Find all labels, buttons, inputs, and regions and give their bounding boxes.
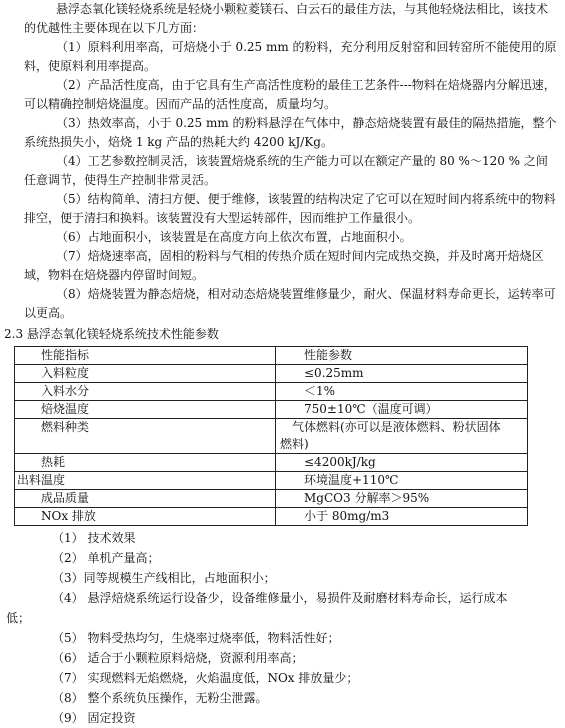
table-cell: 热耗 — [15, 454, 276, 472]
advantage-item-7: （7）焙烧速率高，固相的粉料与气相的传热介质在短时间内完成热交换，并及时离开焙烧区域，物料在焙烧器内停留时间短。 — [24, 249, 544, 282]
effect-item-7: （7） 实现燃料无焰燃烧，火焰温度低，NOx 排放量少； — [52, 671, 359, 685]
table-cell: 入料粒度 — [15, 365, 276, 383]
advantage-item-3: （3）热效率高，小于 0.25 mm 的粉料悬浮在气体中，静态焙烧装置有最佳的隔热措施，整个系统热损失小，焙烧 1 kg 产品的热耗大约 4200 kJ/Kg。 — [24, 116, 557, 149]
table-row — [15, 454, 528, 472]
section-heading: 2.3 悬浮态氧化镁轻烧系统技术性能参数 — [4, 327, 219, 341]
effect-item-8: （8） 整个系统负压操作，无粉尘泄露。 — [52, 691, 268, 705]
table-row — [15, 490, 528, 508]
advantage-item-6: （6）占地面积小，该装置是在高度方向上依次布置，占地面积小。 — [56, 230, 412, 244]
table-cell — [276, 419, 528, 454]
effect-item-1: （1） 技术效果 — [52, 531, 136, 545]
effect-item-2: （2） 单机产量高； — [52, 551, 160, 565]
table-header-cell: 性能参数 — [276, 347, 528, 365]
effect-item-6: （6） 适合于小颗粒原料焙烧，资源利用率高； — [52, 651, 304, 665]
table-cell: ≤0.25mm — [276, 365, 528, 383]
table-cell: 燃料种类 — [15, 419, 276, 454]
table-row — [15, 383, 528, 401]
advantage-item-4: （4）工艺参数控制灵活，该装置焙烧系统的生产能力可以在额定产量的 80 %～120 % 之间任意调节，使得生产控制非常灵活。 — [24, 154, 548, 187]
table-cell-line: 气体燃料(亦可以是液体燃料、粉状固体 — [292, 420, 501, 434]
effect-item-5: （5） 物料受热均匀，生烧率过烧率低，物料活性好； — [52, 631, 340, 645]
table-row — [15, 419, 528, 454]
table-cell: 750±10℃（温度可调） — [276, 401, 528, 419]
table-row — [15, 365, 528, 383]
table-cell-line: 燃料) — [280, 437, 309, 451]
effect-item-9: （9） 固定投资 — [52, 711, 136, 725]
table-cell: NOx 排放 — [15, 508, 276, 526]
table-cell: 出料温度 — [15, 472, 276, 490]
table-row — [15, 508, 528, 526]
table-cell: MgCO3 分解率＞95% — [276, 490, 528, 508]
advantage-item-2: （2）产品活性度高，由于它具有生产高活性度粉的最佳工艺条件---物料在焙烧器内分解迅速，可以精确控制焙烧温度。因而产品的活性度高，质量均匀。 — [24, 78, 556, 111]
table-cell: ＜1% — [276, 383, 528, 401]
effect-item-3: （3）同等规模生产线相比，占地面积小； — [52, 571, 276, 585]
advantage-item-1: （1）原料利用率高，可焙烧小于 0.25 mm 的粉料，充分利用反射窑和回转窑所不能使用的原料，使原料利用率提高。 — [24, 40, 557, 73]
table-cell: 焙烧温度 — [15, 401, 276, 419]
table-cell: 小于 80mg/m3 — [276, 508, 528, 526]
table-row — [15, 401, 528, 419]
intro-paragraph: 悬浮态氧化镁轻烧系统是轻烧小颗粒菱镁石、白云石的最佳方法，与其他轻烧法相比，该技术的优越性主要体现在以下几方面： — [24, 2, 549, 35]
effect-item-4: （4） 悬浮焙烧系统运行设备少，设备维修量小，易损件及耐磨材料寿命长，运行成本 — [52, 591, 508, 605]
advantage-item-5: （5）结构简单、清扫方便、便于维修，该装置的结构决定了它可以在短时间内将系统中的物料排空，便于清扫和换料。该装置没有大型运转部件，因而维护工作量很小。 — [24, 192, 556, 225]
table-cell: 成品质量 — [15, 490, 276, 508]
advantage-item-8: （8）焙烧装置为静态焙烧，相对动态焙烧装置维修量少，耐火、保温材料寿命更长，运转率可以更高。 — [24, 287, 556, 320]
effects-list — [6, 528, 557, 728]
table-cell: 入料水分 — [15, 383, 276, 401]
table-header-row — [15, 347, 528, 365]
effect-item-4-continuation: 低； — [6, 611, 31, 625]
table-cell: 环境温度+110℃ — [276, 472, 528, 490]
table-header-cell: 性能指标 — [15, 347, 276, 365]
spec-table — [14, 346, 528, 526]
table-cell: ≤4200kJ/kg — [276, 454, 528, 472]
table-row — [15, 472, 528, 490]
